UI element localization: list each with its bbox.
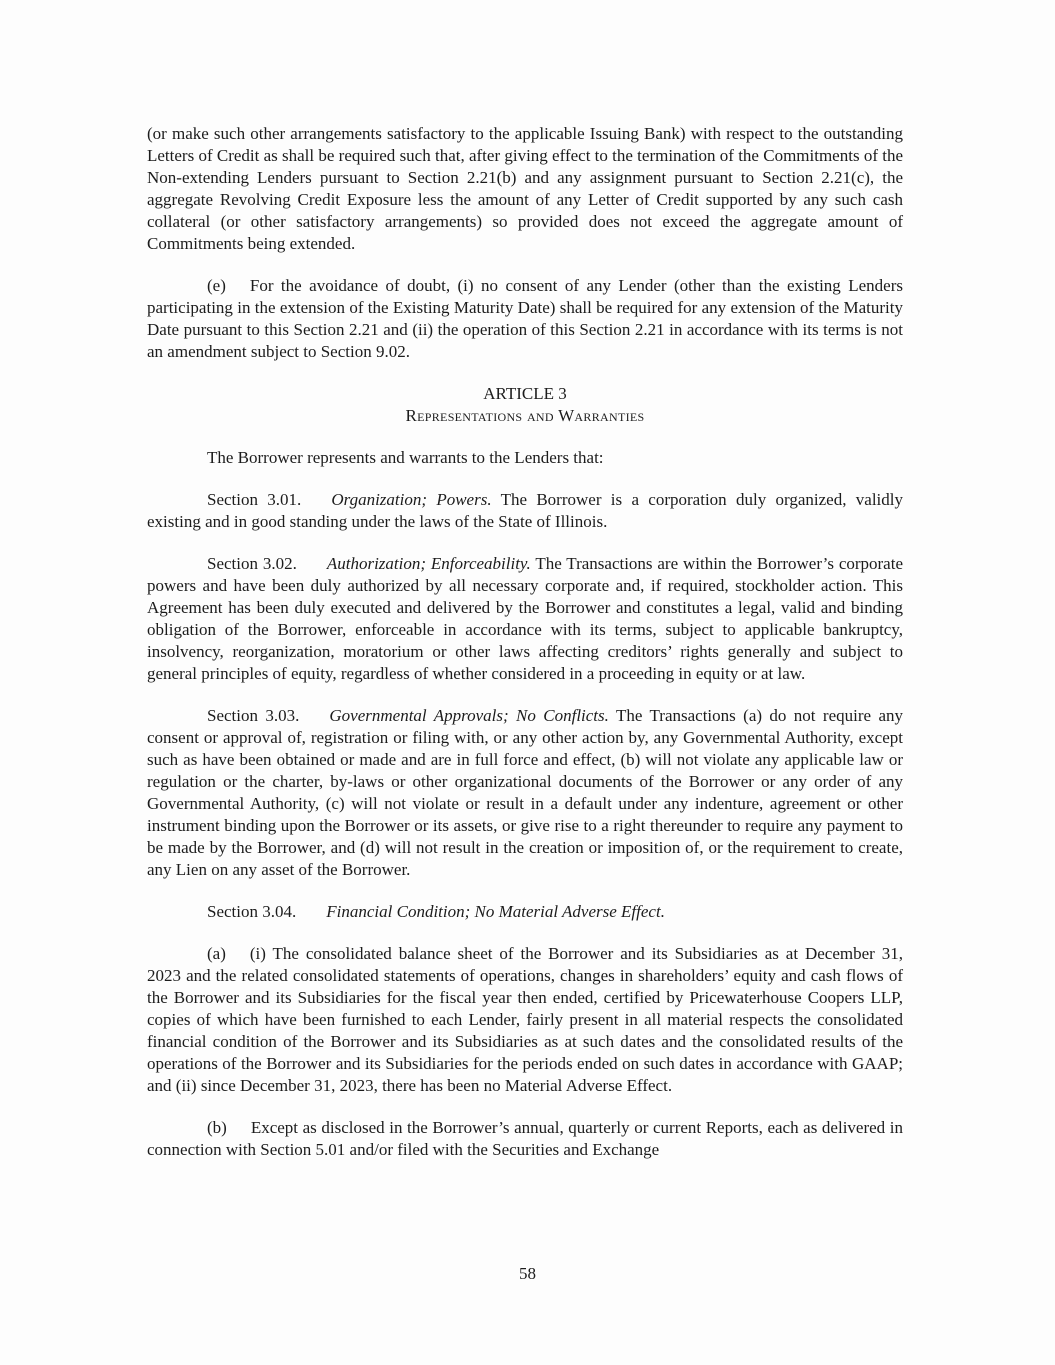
article-heading bbox=[147, 383, 903, 427]
page-number: 58 bbox=[519, 1264, 536, 1283]
clause-label: (e) bbox=[207, 276, 226, 295]
paragraph-text: For the avoidance of doubt, (i) no consent of any Lender (other than the existing Lenders participating in the extension of the Existing Maturity Date) shall be required for any extension of the Maturity Date pursuant to this Section 2.21 and (ii) the operation of this Section 2.21 in accordance with its terms is not an amendment subject to Section 9.02. bbox=[147, 276, 903, 361]
section-text: The Transactions (a) do not require any consent or approval of, registration or filing with, or any other action by, any Governmental Authority, except such as have been obtained or made and are in full force and effect, (b) will not violate any applicable law or regulation or the charter, by-laws or other organizational documents of the Borrower or any order of any Governmental Authority, (c) will not violate or result in a default under any indenture, agreement or other instrument binding upon the Borrower or its assets, or give rise to a right thereunder to require any payment to be made by the Borrower, and (d) will not result in the creation or imposition of, or the requirement to create, any Lien on any asset of the Borrower. bbox=[147, 706, 903, 879]
article-title: ARTICLE 3 bbox=[483, 384, 567, 403]
section-3-03 bbox=[147, 705, 903, 881]
section-label: Section 3.01. bbox=[207, 490, 302, 509]
clause-label: (b) bbox=[207, 1118, 227, 1137]
paragraph-clause-e bbox=[147, 275, 903, 363]
paragraph-text: (i) The consolidated balance sheet of the Borrower and its Subsidiaries as at December 31, 2023 and the related consolidated statements of operations, changes in shareholders’ equity and cash flows of the Borrower and its Subsidiaries for the fiscal year then ended, certified by Pricewaterhouse Coopers LLP, copies of which have been furnished to each Lender, fairly present in all material respects the consolidated financial condition of the Borrower and its Subsidiaries as at such dates and the consolidated results of the operations of the Borrower and its Subsidiaries for the periods ended on such dates in accordance with GAAP; and (ii) since December 31, 2023, there has been no Material Adverse Effect. bbox=[147, 944, 903, 1095]
paragraph-text: Except as disclosed in the Borrower’s annual, quarterly or current Reports, each as delivered in connection with Section 5.01 and/or filed with the Securities and Exchange bbox=[147, 1118, 903, 1159]
paragraph-text: (or make such other arrangements satisfactory to the applicable Issuing Bank) with respect to the outstanding Letters of Credit as shall be required such that, after giving effect to the termination of the Commitments of the Non-extending Lenders pursuant to Section 2.21(b) and any assignment pursuant to Section 2.21(c), the aggregate Revolving Credit Exposure less the amount of any Letter of Credit supported by any such cash collateral (or other satisfactory arrangements) so provided does not exceed the aggregate amount of Commitments being extended. bbox=[147, 124, 903, 253]
section-label: Section 3.04. bbox=[207, 902, 297, 921]
paragraph-text: The Borrower represents and warrants to the Lenders that: bbox=[207, 448, 604, 467]
article-subtitle: Representations and Warranties bbox=[405, 406, 645, 425]
section-3-01 bbox=[147, 489, 903, 533]
section-text: The Borrower is a corporation duly organized, validly existing and in good standing under the laws of the State of Illinois. bbox=[147, 490, 903, 531]
paragraph-continuation bbox=[147, 123, 903, 255]
section-title: Authorization; Enforceability. bbox=[326, 554, 531, 573]
section-3-04 bbox=[147, 901, 903, 923]
section-title: Governmental Approvals; No Conflicts. bbox=[329, 706, 609, 725]
paragraph-clause-a bbox=[147, 943, 903, 1097]
section-text: The Transactions are within the Borrower’s corporate powers and have been duly authorized by all necessary corporate and, if required, stockholder action. This Agreement has been duly executed and delivered by the Borrower and constitutes a legal, valid and binding obligation of the Borrower, enforceable in accordance with its terms, subject to applicable bankruptcy, insolvency, reorganization, moratorium or other laws affecting creditors’ rights generally and subject to general principles of equity, regardless of whether considered in a proceeding in equity or at law. bbox=[147, 554, 903, 683]
section-title: Organization; Powers. bbox=[331, 490, 492, 509]
section-label: Section 3.03. bbox=[207, 706, 300, 725]
section-3-02 bbox=[147, 553, 903, 685]
clause-label: (a) bbox=[207, 944, 226, 963]
section-title: Financial Condition; No Material Adverse Effect. bbox=[326, 902, 665, 921]
section-label: Section 3.02. bbox=[207, 554, 297, 573]
paragraph-clause-b bbox=[147, 1117, 903, 1161]
intro-paragraph bbox=[147, 447, 903, 469]
